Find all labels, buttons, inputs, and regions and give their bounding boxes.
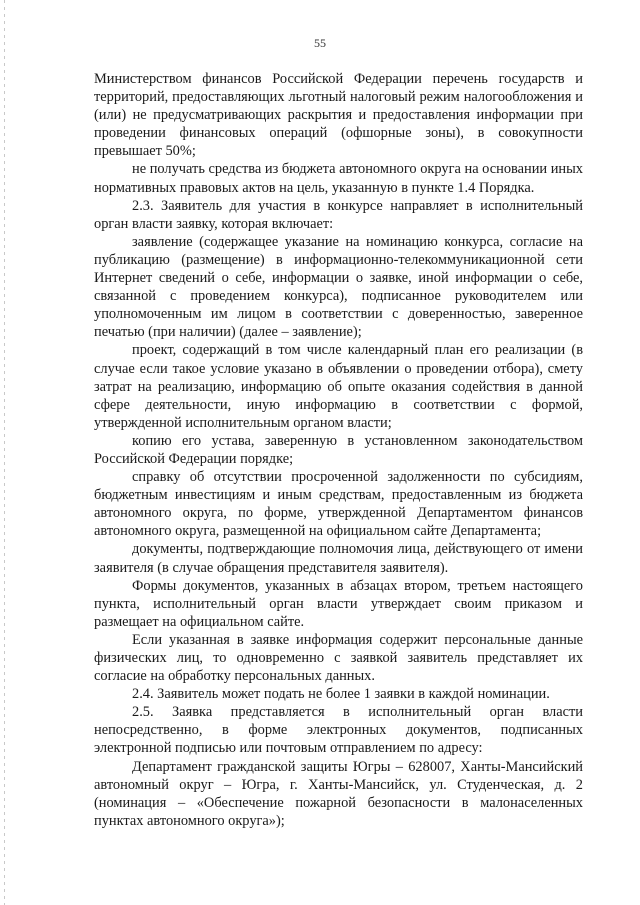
paragraph-document-forms: Формы документов, указанных в абзацах втором, третьем настоящего пункта, исполнительный орган власти утверждает своим приказом и размещает на официальном сайте. [94,577,583,630]
page-number: 55 [314,36,326,50]
paragraph-personal-data: Если указанная в заявке информация содержит персональные данные физических лиц, то одновременно с заявкой заявитель представляет их согласие на обработку персональных данных. [94,631,583,685]
paragraph-charter-copy: копию его устава, заверенную в установленном законодательством Российской Федерации порядке; [94,432,583,467]
document-body [94,70,583,830]
paragraph-authority-documents: документы, подтверждающие полномочия лица, действующего от имени заявителя (в случае обращения представителя заявителя). [94,541,583,576]
paragraph-section-2-3: 2.3. Заявитель для участия в конкурсе направляет в исполнительный орган власти заявку, которая включает: [94,197,583,232]
paragraph-no-other-funding: не получать средства из бюджета автономного округа на основании иных нормативных правовых актов на цель, указанную в пункте 1.4 Порядка. [94,161,583,196]
scan-edge-line [4,0,5,905]
paragraph-application-statement: заявление (содержащее указание на номинацию конкурса, согласие на публикацию (размещение) в информационно-телекоммуникационной сети Интернет сведений о себе, информации о заявке, иной информации о себе, связанной с проведением конкурса), подписанное руководителем или уполномоченным им лицом в соответствии с доверенностью, заверенное печатью (при наличии) (далее – заявление); [94,233,583,341]
paragraph-section-2-5: 2.5. Заявка представляется в исполнительный орган власти непосредственно, в форме электронных документов, подписанных электронной подписью или почтовым отправлением по адресу: [94,704,583,757]
paragraph-project: проект, содержащий в том числе календарный план его реализации (в случае если такое условие указано в объявлении о проведении отбора), смету затрат на реализацию, информацию об опыте оказания содействия в данной сфере деятельности, иную информацию в соответствии с формой, утвержденной исполнительным органом власти; [94,342,583,431]
paragraph-address: Департамент гражданской защиты Югры – 628007, Ханты-Мансийский автономный округ – Югра, г. Ханты-Мансийск, ул. Студенческая, д. 2 (номинация – «Обеспечение пожарной безопасности в малонаселенных пунктах автономного округа»); [94,758,583,829]
paragraph-debt-certificate: справку об отсутствии просроченной задолженности по субсидиям, бюджетным инвестициям и иным средствам, предоставленным из бюджета автономного округа, по форме, утвержденной Департаментом финансов автономного округа, размещенной на официальном сайте Департамента; [94,469,583,540]
paragraph-section-2-4: 2.4. Заявитель может подать не более 1 заявки в каждой номинации. [132,686,550,703]
paragraph-offshore-continuation: Министерством финансов Российской Федерации перечень государств и территорий, предоставляющих льготный налоговый режим налогообложения и (или) не предусматривающих раскрытия и предоставления информации при проведении финансовых операций (офшорные зоны), в совокупности превышает 50%; [94,71,583,160]
